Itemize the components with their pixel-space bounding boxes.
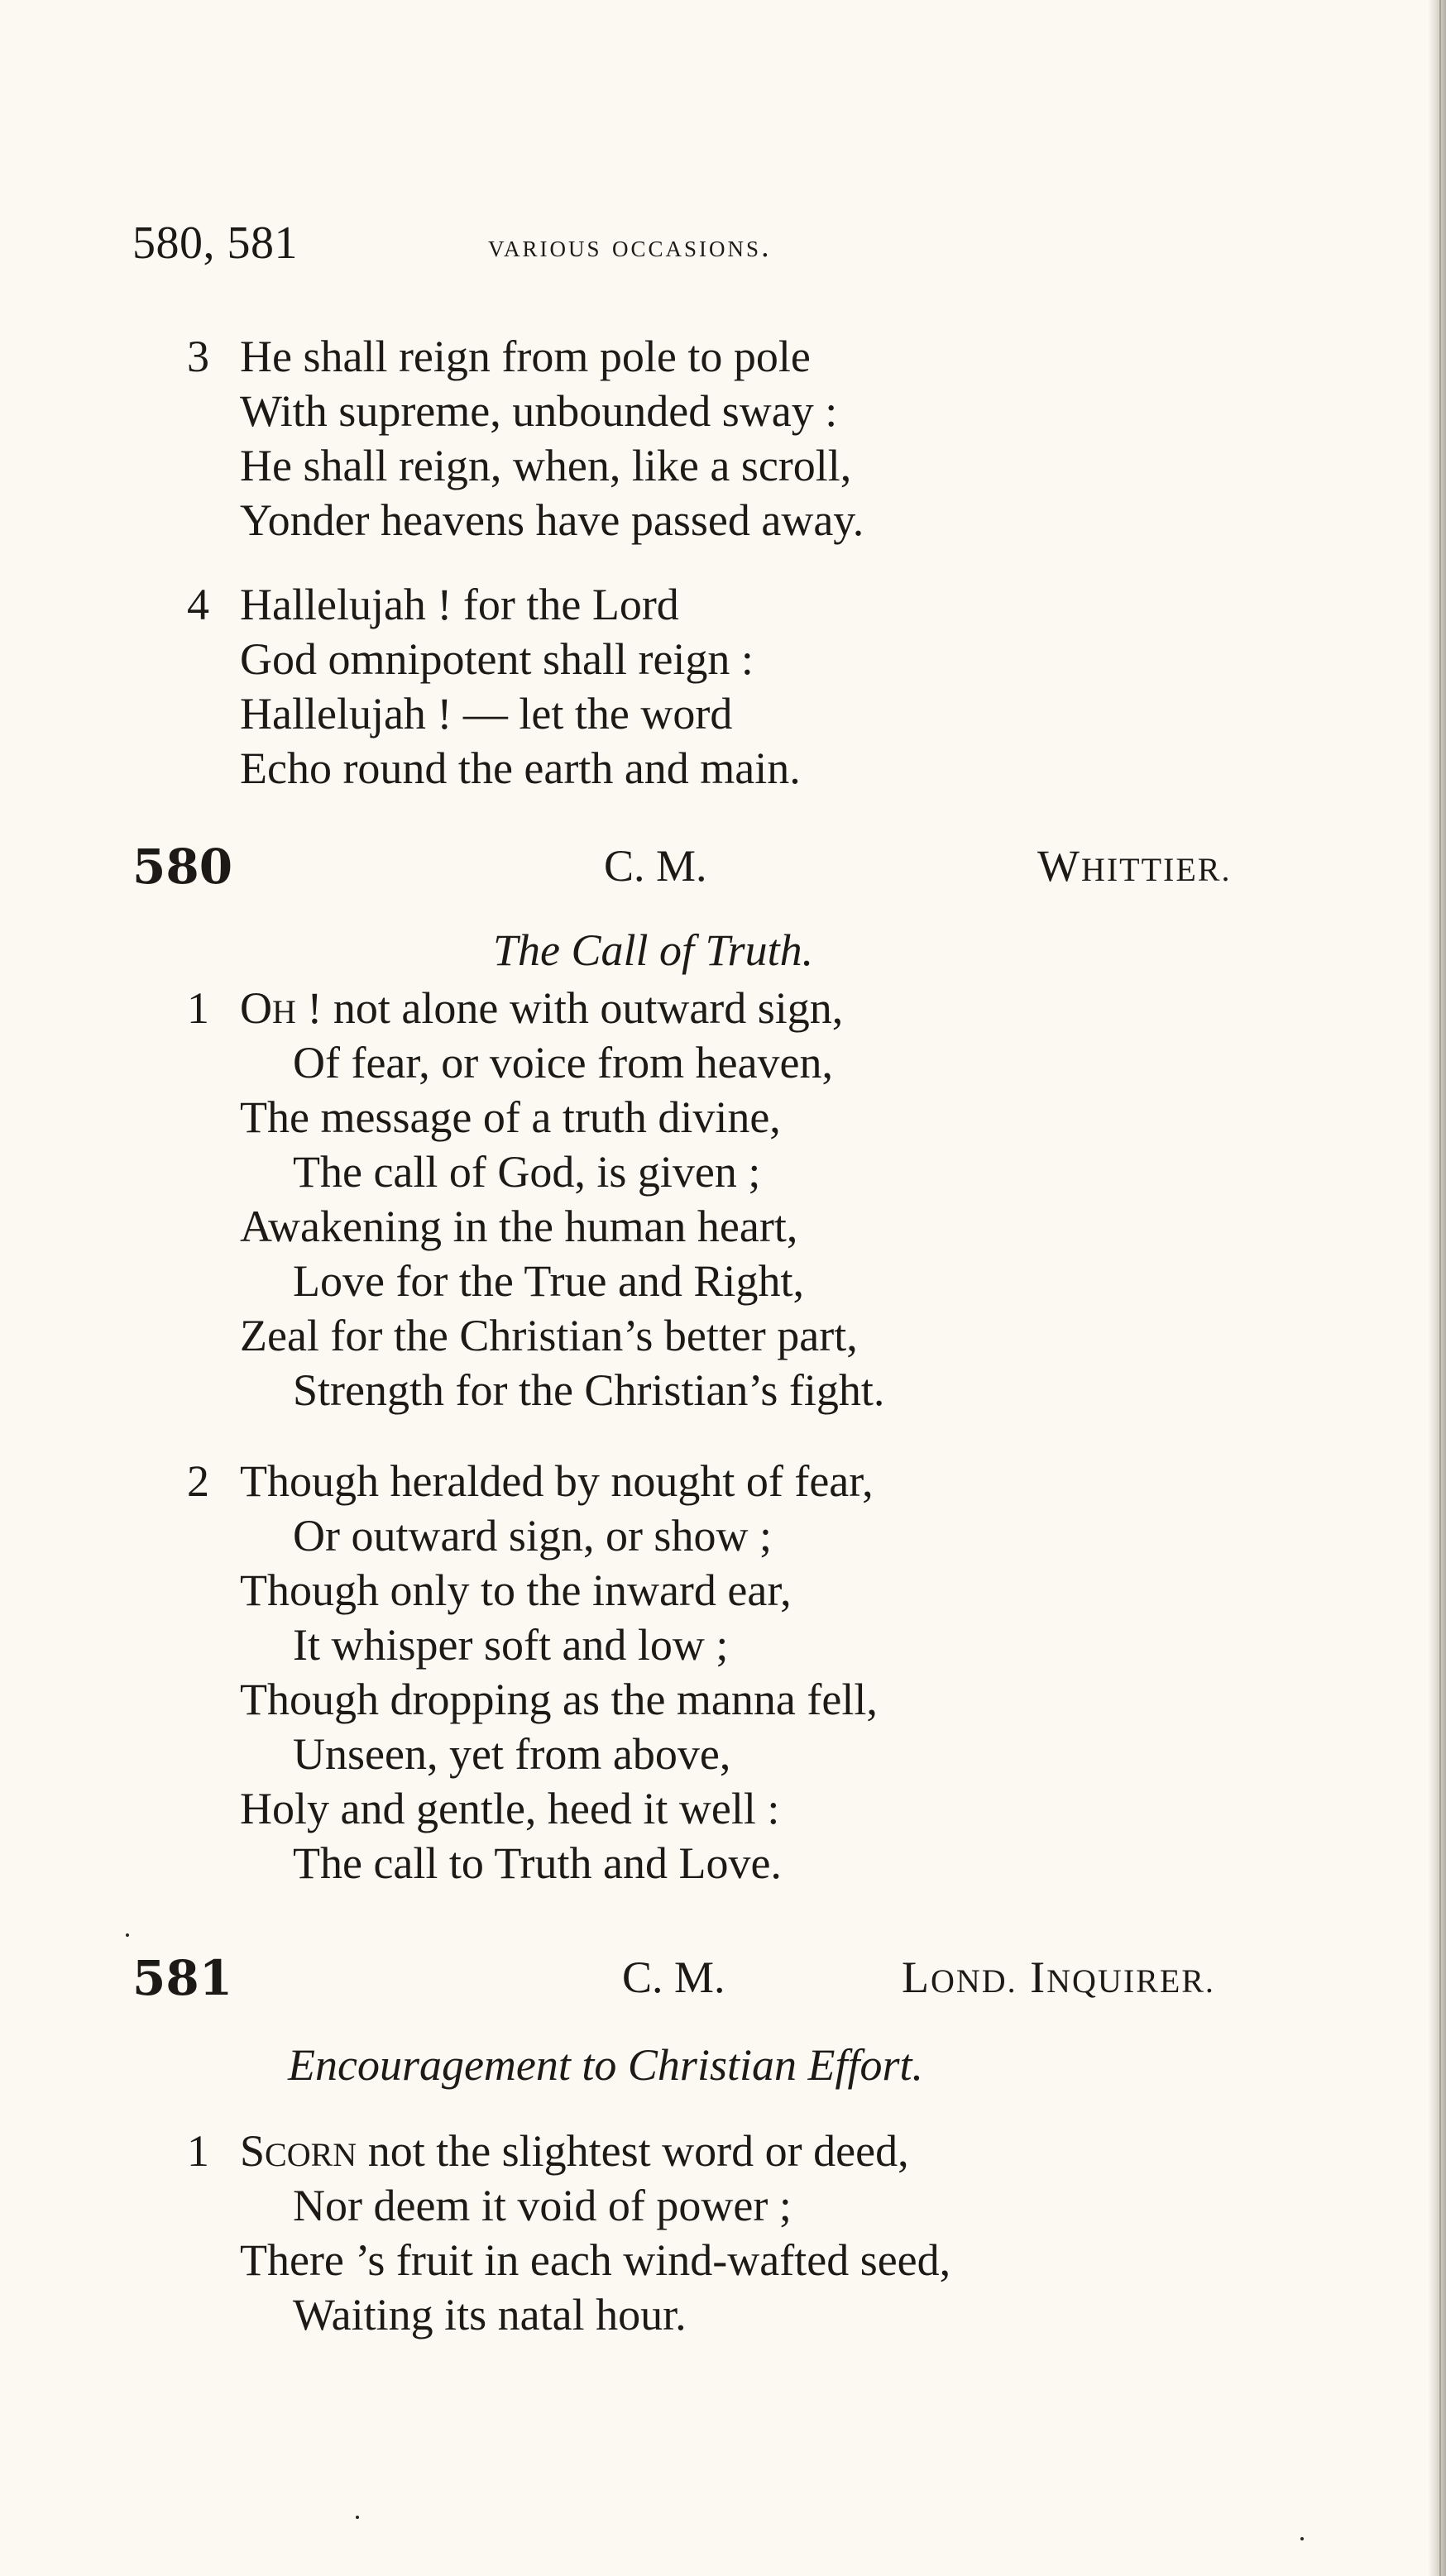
author-initial: W: [1037, 841, 1081, 891]
author-rest: NQUIRER.: [1046, 1962, 1215, 2000]
page-edge-line: [1439, 0, 1441, 2576]
verse-line: God omnipotent shall reign :: [240, 634, 754, 684]
small-caps-part: H: [272, 993, 296, 1030]
verse-line: Or outward sign, or show ;: [293, 1511, 772, 1560]
verse-line: Yonder heavens have passed away.: [240, 495, 864, 545]
hymn-meter: C. M.: [604, 841, 707, 891]
verse-line: There ’s fruit in each wind-wafted seed,: [240, 2235, 951, 2285]
verse-first-line: [240, 982, 843, 1034]
hymn-number: 580: [132, 839, 233, 895]
verse-line: Unseen, yet from above,: [293, 1729, 731, 1779]
hymn-author: [1037, 840, 1231, 891]
verse-line: Holy and gentle, heed it well :: [240, 1784, 780, 1833]
first-line-rest: not the slightest word or deed,: [357, 2126, 909, 2176]
page-hymn-numbers: 580, 581: [132, 217, 298, 269]
verse-line: Echo round the earth and main.: [240, 743, 801, 793]
verse-number: 1: [187, 2126, 209, 2176]
ink-speck: [356, 2516, 359, 2519]
verse-line: He shall reign, when, like a scroll,: [240, 441, 852, 490]
verse-line: It whisper soft and low ;: [293, 1620, 729, 1670]
hymn-number: 581: [132, 1950, 233, 2006]
verse-line: Hallelujah ! — let the word: [240, 689, 733, 738]
verse-line: Love for the True and Right,: [293, 1256, 804, 1306]
ink-speck: [1300, 2537, 1304, 2540]
verse-number: 4: [187, 580, 209, 629]
verse-line: The call of God, is given ;: [293, 1147, 761, 1197]
verse-line: Though only to the inward ear,: [240, 1565, 792, 1615]
hymn-title: The Call of Truth.: [493, 925, 814, 975]
verse-line: Zeal for the Christian’s better part,: [240, 1311, 858, 1360]
author-initial: I: [1030, 1952, 1047, 2002]
ink-speck: [126, 1933, 129, 1937]
author-rest: HITTIER.: [1080, 851, 1232, 888]
verse-line: With supreme, unbounded sway :: [240, 386, 838, 436]
verse-line: Strength for the Christian’s fight.: [293, 1365, 885, 1415]
author-rest: OND.: [931, 1962, 1017, 2000]
verse-line: Hallelujah ! for the Lord: [240, 580, 679, 629]
page-edge-shadow: [1428, 0, 1446, 2576]
verse-line: Awakening in the human heart,: [240, 1202, 798, 1251]
verse-line: Of fear, or voice from heaven,: [293, 1038, 834, 1087]
verse-line: The call to Truth and Love.: [293, 1838, 782, 1888]
verse-line: Though heralded by nought of fear,: [240, 1456, 874, 1506]
verse-first-line: [240, 2125, 909, 2177]
author-initial: L: [902, 1952, 931, 2002]
verse-number: 3: [187, 332, 209, 381]
verse-line: The message of a truth divine,: [240, 1092, 781, 1142]
small-caps-part: CORN: [265, 2136, 357, 2173]
hymn-author: [902, 1952, 1215, 2003]
section-title: various occasions.: [488, 229, 772, 264]
verse-line: Waiting its natal hour.: [293, 2290, 687, 2339]
drop-initial: S: [240, 2126, 266, 2176]
hymn-meter: C. M.: [622, 1952, 725, 2002]
verse-line: Though dropping as the manna fell,: [240, 1675, 878, 1724]
verse-line: Nor deem it void of power ;: [293, 2181, 792, 2230]
hymn-title: Encouragement to Christian Effort.: [288, 2040, 923, 2090]
verse-line: He shall reign from pole to pole: [240, 332, 811, 381]
drop-initial: O: [240, 983, 272, 1033]
verse-number: 2: [187, 1456, 209, 1506]
first-line-rest: ! not alone with outward sign,: [295, 983, 844, 1033]
verse-number: 1: [187, 983, 209, 1033]
